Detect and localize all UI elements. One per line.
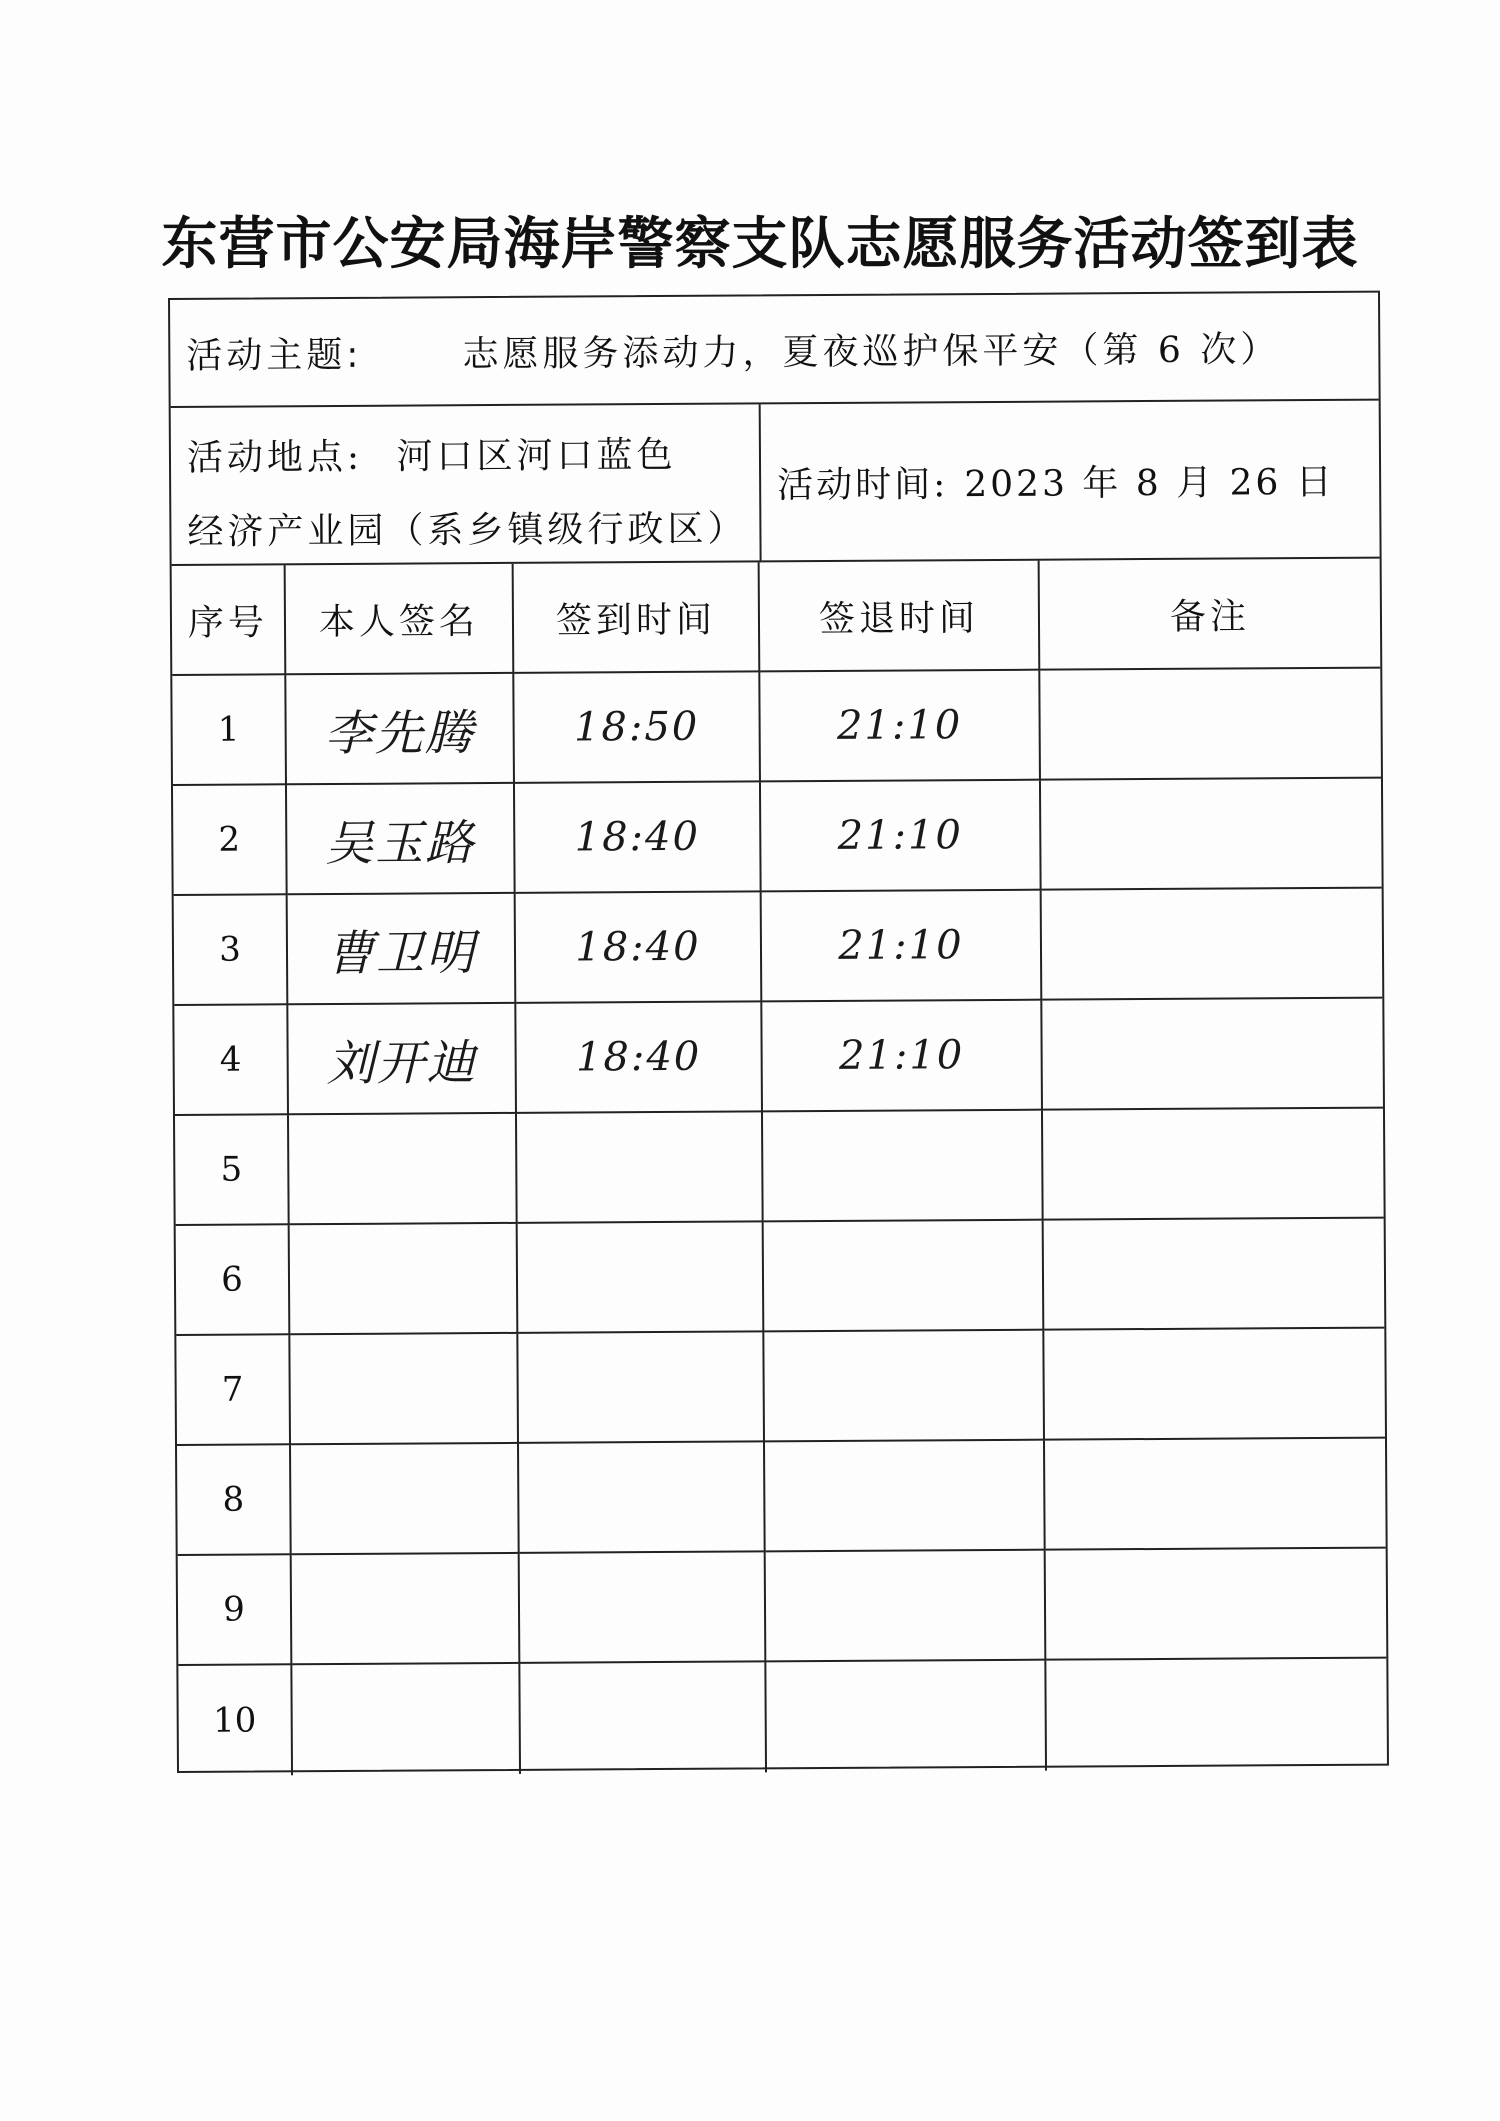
serial-no-value: 6 [221,1259,243,1300]
document-title: 东营市公安局海岸警察支队志愿服务活动签到表 [161,212,1359,277]
table-cell-signature [290,1334,519,1445]
table-cell-sign-out-time [764,1221,1045,1333]
sign-out-time-value: 21:10 [838,1032,965,1079]
table-cell-signature [288,1004,517,1115]
time-value: 2023 年 8 月 26 日 [964,461,1335,505]
table-cell-serial-no [174,895,289,1006]
location-value-line1: 河口区河口蓝色 [396,434,677,478]
table-cell-serial-no [174,1005,289,1116]
signature-value: 李先腾 [324,704,475,762]
table-cell-sign-in-time [520,1552,767,1664]
table-cell-serial-no [176,1335,291,1446]
location-label: 活动地点: [186,436,364,479]
location-line-1 [187,418,743,495]
table-cell-remark [1042,889,1383,1001]
table-cell-signature [288,894,517,1005]
serial-no-value: 5 [220,1149,243,1190]
table-cell-serial-no [178,1555,293,1666]
table-cell-signature [292,1664,521,1775]
sign-in-time-value: 18:40 [574,813,701,861]
table-cell-sign-out-time [762,891,1043,1003]
signature-value: 吴玉路 [325,814,476,872]
table-cell-serial-no [178,1665,293,1776]
table-cell-sign-in-time [516,892,763,1004]
table-cell-sign-in-time [515,782,762,894]
serial-no-value: 1 [217,709,240,750]
serial-no-value: 9 [223,1589,245,1630]
column-header-sign-out-time: 签退时间 [760,561,1041,673]
sign-in-table [168,291,1389,1773]
sign-in-time-value: 18:40 [575,1033,702,1081]
column-header-sign-in-time: 签到时间 [514,562,761,674]
table-cell-sign-out-time [764,1331,1045,1443]
serial-no-value: 2 [218,819,241,860]
sign-out-time-value: 21:10 [837,812,964,859]
table-cell-serial-no [175,1115,290,1226]
table-cell-serial-no [172,675,287,786]
table-cell-sign-out-time [763,1111,1044,1223]
table-cell-remark [1045,1439,1386,1551]
table-cell-signature [290,1224,519,1335]
table-cell-remark [1046,1549,1387,1661]
theme-label: 活动主题: [186,334,363,377]
table-cell-sign-in-time [516,1002,763,1114]
sign-out-time-value: 21:10 [838,922,964,969]
signature-value: 曹卫明 [325,924,477,982]
serial-no-value: 4 [219,1039,242,1080]
table-cell-remark [1043,1109,1384,1221]
table-cell-sign-out-time [761,781,1042,893]
table-cell-remark [1046,1659,1387,1771]
location-value-line2: 经济产业园（系乡镇级行政区） [187,508,748,553]
table-cell-sign-in-time [517,1112,764,1224]
activity-time-cell [761,401,1380,563]
serial-no-value: 10 [212,1700,257,1741]
table-cell-signature [286,674,515,785]
table-cell-sign-out-time [766,1551,1047,1663]
table-cell-sign-in-time [519,1442,766,1554]
column-header-remark: 备注 [1040,559,1381,671]
activity-location-cell [171,404,762,566]
table-cell-remark [1042,999,1383,1111]
table-cell-sign-out-time [760,671,1041,783]
table-cell-serial-no [176,1225,291,1336]
signature-value: 刘开迪 [326,1034,477,1092]
table-cell-sign-in-time [518,1332,765,1444]
sign-out-time-value: 21:10 [836,702,963,749]
table-cell-sign-out-time [766,1661,1047,1773]
serial-no-value: 7 [221,1369,244,1410]
activity-theme-row [170,293,1379,408]
serial-no-value: 8 [222,1479,245,1520]
table-cell-remark [1040,669,1381,781]
table-cell-sign-out-time [765,1441,1046,1553]
table-cell-remark [1044,1219,1385,1331]
theme-value: 志愿服务添动力，夏夜巡护保平安（第 6 次） [462,328,1281,375]
column-header-signature: 本人签名 [286,564,515,675]
table-cell-signature [292,1554,521,1665]
serial-no-value: 3 [219,929,241,970]
table-cell-sign-out-time [762,1001,1043,1113]
time-label: 活动时间: [777,463,949,506]
table-cell-signature [289,1114,518,1225]
sign-in-time-value: 18:40 [575,923,701,971]
column-header-serial-no: 序号 [172,565,287,676]
sign-in-time-value: 18:50 [573,703,700,751]
table-cell-sign-in-time [518,1222,765,1334]
table-cell-remark [1044,1329,1385,1441]
table-cell-signature [291,1444,520,1555]
table-cell-serial-no [173,785,288,896]
table-cell-signature [287,784,516,895]
table-cell-remark [1041,779,1382,891]
table-cell-serial-no [177,1445,292,1556]
table-cell-sign-in-time [514,672,761,784]
table-cell-sign-in-time [520,1662,767,1774]
